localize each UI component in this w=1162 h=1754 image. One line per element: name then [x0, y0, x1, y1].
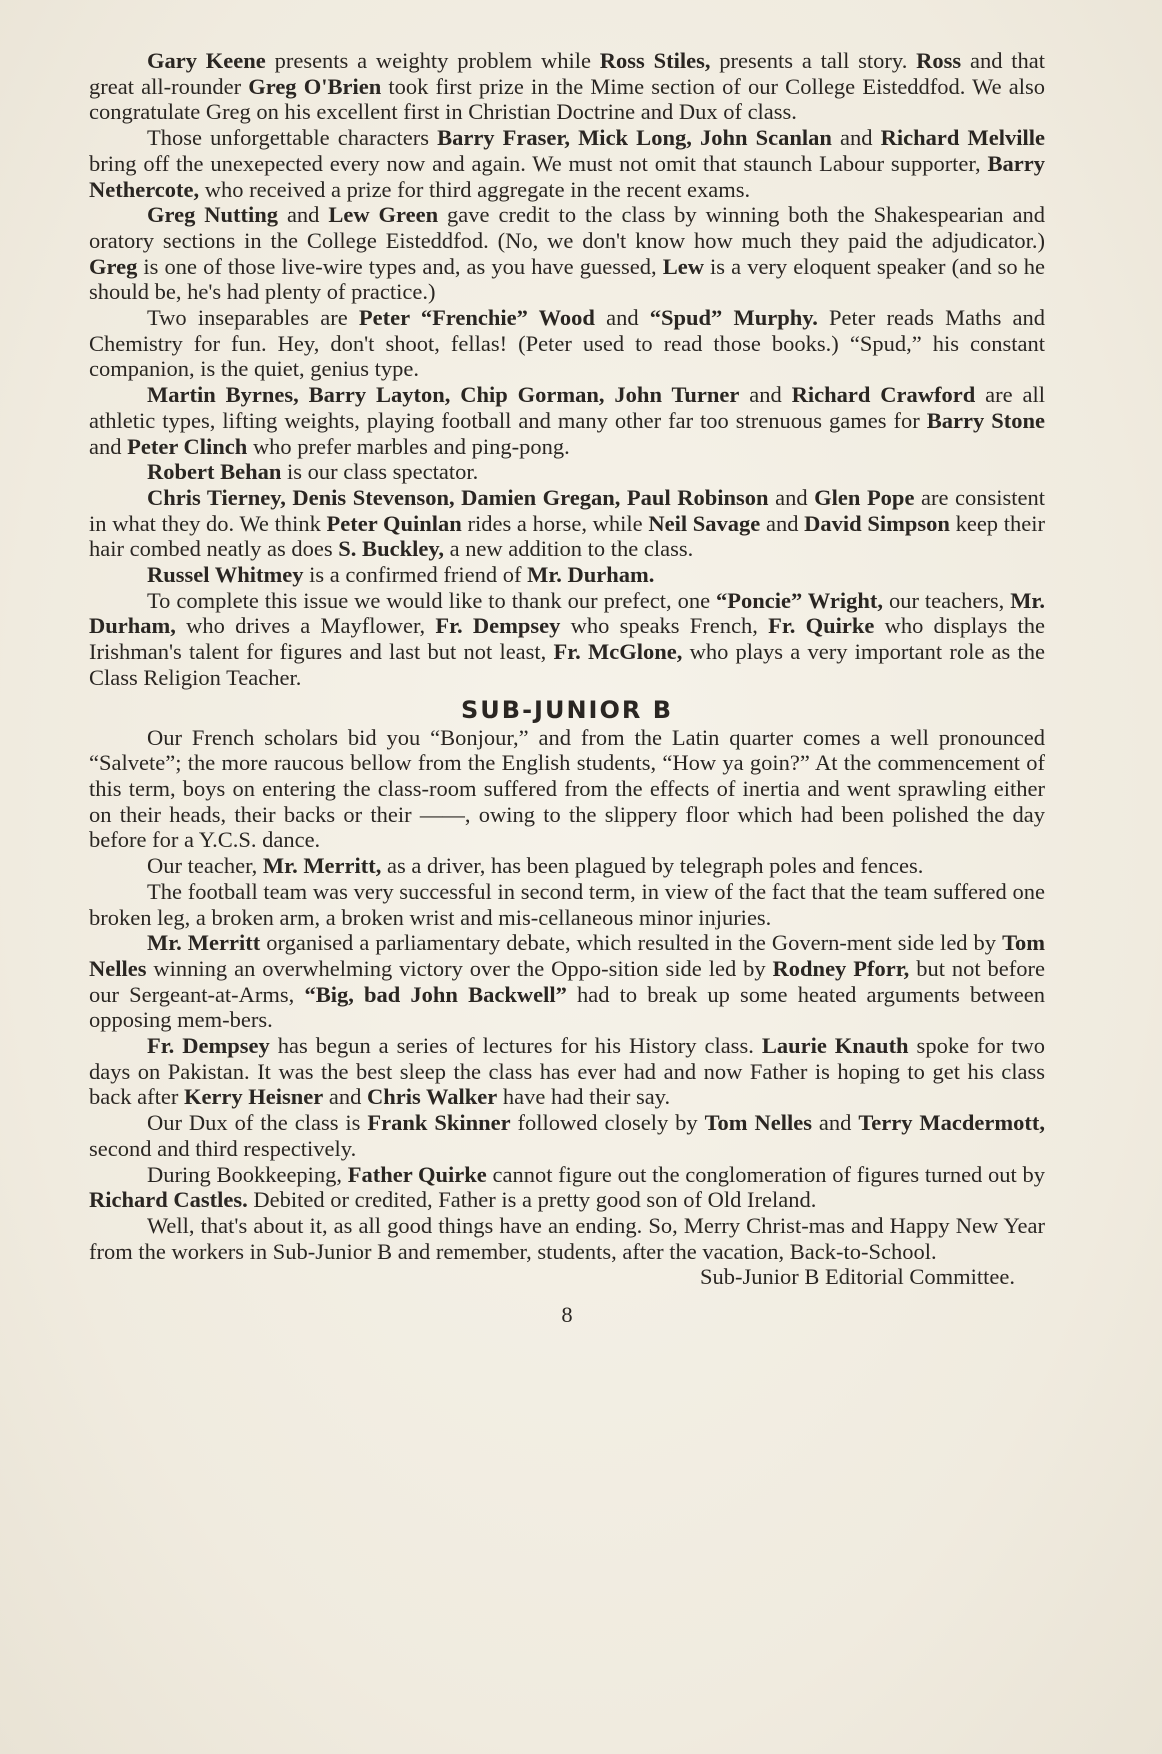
paragraph-text: had to break up some heated arguments between opposing mem-bers.	[89, 981, 1045, 1033]
paragraph	[89, 202, 1045, 305]
paragraph-text: and	[760, 510, 805, 536]
paragraph-text: are consistent in what they do. We think	[89, 484, 1045, 536]
paragraph-text: and	[323, 1084, 368, 1110]
paragraph	[89, 48, 1045, 125]
student-name: Barry Fraser, Mick Long, John Scanlan	[437, 125, 832, 151]
student-name: Mr. Merritt,	[262, 853, 382, 879]
paragraph-text: our teachers,	[883, 587, 1011, 613]
paragraph-text: are all athletic types, lifting weights, playing football and many other far too strenuous games for	[89, 382, 1045, 433]
paragraph-text: spoke for two days on Pakistan. It was the best sleep the class has ever had and now Father is hoping to get his class back after	[89, 1033, 1045, 1110]
paragraph-text: bring off the unexepected every now and again. We must not omit that staunch Labour supporter,	[89, 150, 988, 176]
student-name: Chris Tierney, Denis Stevenson, Damien Gregan, Paul Robinson	[147, 484, 769, 510]
paragraph	[89, 930, 1045, 1033]
paragraph-text: who speaks French,	[560, 613, 769, 639]
student-name: Barry Nethercote,	[89, 150, 1045, 202]
paragraph-text: who plays a very important role as the Class Religion Teacher.	[89, 639, 1046, 690]
paragraph-text: and	[768, 484, 815, 510]
paragraph-text: During Bookkeeping,	[147, 1161, 348, 1187]
paragraph-text: Those unforgettable characters	[147, 125, 438, 151]
paragraph-text: Well, that's about it, as all good things have an ending. So, Merry Christ-mas and Happy New Year from the workers in Sub-Junior B and remember, students, after the vacation, Back-to-School.	[89, 1212, 1045, 1264]
student-name: Ross Stiles,	[599, 48, 711, 73]
paragraph	[89, 485, 1045, 562]
paragraph-text: who received a prize for third aggregate in the recent exams.	[199, 176, 751, 202]
paragraph-text: Debited or credited, Father is a pretty good son of Old Ireland.	[247, 1187, 817, 1213]
student-name: Robert Behan	[147, 459, 282, 485]
student-name: Greg Nutting	[147, 202, 279, 228]
student-name: Ross	[916, 48, 962, 73]
paragraph-text: is one of those live-wire types and, as you have guessed,	[137, 253, 663, 279]
paragraph-text: and	[831, 125, 881, 151]
student-name: Fr. Quirke	[768, 613, 875, 639]
student-name: “Poncie” Wright,	[716, 587, 884, 613]
paragraph	[89, 125, 1045, 202]
paragraph-text: and	[594, 305, 650, 331]
student-name: Peter “Frenchie” Wood	[358, 305, 595, 331]
student-name: Father Quirke	[347, 1161, 487, 1187]
paragraph	[89, 305, 1045, 382]
student-name: Mr. Durham.	[527, 562, 655, 588]
student-name: Glen Pope	[814, 484, 915, 510]
student-name: Peter Clinch	[127, 433, 248, 459]
paragraph-text: is our class spectator.	[281, 459, 479, 485]
paragraph-text: organised a parliamentary debate, which resulted in the Govern-ment side led by	[260, 930, 1003, 956]
paragraph-text: followed closely by	[510, 1110, 705, 1136]
student-name: Lew Green	[328, 202, 439, 228]
paragraph-text: have had their say.	[497, 1084, 671, 1110]
student-name: Gary Keene	[147, 48, 266, 73]
student-name: Fr. Dempsey	[147, 1033, 270, 1059]
paragraph	[89, 1162, 1045, 1213]
student-name: David Simpson	[804, 510, 950, 536]
paragraph-text: who drives a Mayflower,	[175, 613, 436, 639]
paragraph-text: and that great all-rounder	[89, 48, 1046, 99]
paragraph-text: Two inseparables are	[147, 305, 359, 331]
student-name: Peter Quinlan	[326, 510, 462, 536]
student-name: Fr. McGlone,	[553, 639, 683, 665]
paragraph	[89, 588, 1045, 691]
paragraph-text: rides a horse, while	[461, 510, 649, 536]
student-name: “Big, bad John Backwell”	[304, 981, 567, 1007]
paragraph-text: presents a tall story.	[710, 48, 917, 73]
paragraph-text: as a driver, has been plagued by telegraph poles and fences.	[381, 853, 924, 879]
student-name: Tom Nelles	[89, 930, 1046, 981]
student-name: Lew	[662, 253, 704, 279]
student-name: S. Buckley,	[338, 536, 444, 562]
paragraph	[89, 1213, 1045, 1264]
paragraph-text: To complete this issue we would like to thank our prefect, one	[147, 587, 717, 613]
student-name: Richard Castles.	[89, 1187, 248, 1213]
student-name: Martin Byrnes, Barry Layton, Chip Gorman, John Turner	[147, 382, 740, 408]
paragraph-text: has begun a series of lectures for his History class.	[269, 1033, 762, 1059]
paragraph-text: who prefer marbles and ping-pong.	[247, 433, 570, 459]
paragraph-text: and	[89, 433, 128, 459]
paragraph-text: and	[278, 202, 329, 228]
paragraph-text: winning an overwhelming victory over the Oppo-sition side led by	[146, 955, 773, 981]
paragraph-text: a new addition to the class.	[443, 536, 694, 562]
student-name: Greg O'Brien	[248, 73, 382, 99]
student-name: Rodney Pforr,	[772, 955, 910, 981]
page-number: 8	[561, 1302, 573, 1328]
section-heading: SUB-JUNIOR B	[461, 695, 673, 724]
student-name: Frank Skinner	[367, 1110, 511, 1136]
paragraph-text: Peter reads Maths and Chemistry for fun. Hey, don't shoot, fellas! (Peter used to read those books.) “Spud,” his constant companion, is the quiet, genius type.	[89, 305, 1045, 382]
paragraph	[89, 1033, 1045, 1110]
signoff: Sub-Junior B Editorial Committee.	[700, 1264, 1015, 1290]
article-body	[89, 48, 1045, 1328]
student-name: Laurie Knauth	[761, 1033, 909, 1059]
paragraph-text: Our teacher,	[147, 853, 263, 879]
student-name: Tom Nelles	[704, 1110, 812, 1136]
paragraph-text: is a very eloquent speaker (and so he should be, he's had plenty of practice.)	[89, 253, 1045, 305]
paragraph	[89, 1110, 1045, 1161]
student-name: Barry Stone	[926, 407, 1045, 433]
paragraph	[89, 853, 1045, 879]
paragraph	[89, 879, 1045, 930]
paragraph-text: and	[811, 1110, 859, 1136]
student-name: Mr. Durham,	[89, 587, 1045, 639]
paragraph-text: and	[739, 382, 792, 408]
paragraph-text: presents a weighty problem while	[265, 48, 600, 73]
paragraph-text: The football team was very successful in second term, in view of the fact that the team suffered one broken leg, a broken arm, a broken wrist and mis-cellaneous minor injuries.	[89, 878, 1045, 930]
paragraph	[89, 725, 1045, 854]
student-name: Russel Whitmey	[147, 562, 304, 588]
paragraph	[89, 562, 1045, 588]
paragraph-text: Our French scholars bid you “Bonjour,” and from the Latin quarter comes a well pronounced “Salvete”; the more raucous bellow from the English students, “How ya goin?” At the commencement of this term, boys on entering the class-room suffered from the effects of inertia and went sprawling either on their heads, their backs or their ——, owing to the slippery floor which had been polished the day before for a Y.C.S. dance.	[89, 724, 1045, 853]
paragraph	[89, 459, 1045, 485]
student-name: Richard Crawford	[791, 382, 976, 408]
student-name: Richard Melville	[880, 125, 1045, 151]
paragraph-text: cannot figure out the conglomeration of figures turned out by	[486, 1161, 1045, 1187]
paragraph-text: keep their hair combed neatly as does	[89, 510, 1045, 562]
student-name: Kerry Heisner	[183, 1084, 324, 1110]
paragraph-text: took first prize in the Mime section of our College Eisteddfod. We also congratulate Greg on his excellent first in Christian Doctrine and Dux of class.	[89, 73, 1045, 125]
paragraph-text: who displays the Irishman's talent for figures and last but not least,	[89, 613, 1045, 665]
student-name: Mr. Merritt	[147, 930, 261, 956]
class-notes-top	[89, 48, 1045, 691]
student-name: Greg	[89, 253, 138, 279]
paragraph-text: Our Dux of the class is	[147, 1110, 368, 1136]
paragraph-text: gave credit to the class by winning both the Shakespearian and oratory sections in the College Eisteddfod. (No, we don't know how much they paid the adjudicator.)	[89, 202, 1045, 253]
student-name: Terry Macdermott,	[858, 1110, 1045, 1136]
student-name: Neil Savage	[648, 510, 761, 536]
student-name: “Spud” Murphy.	[649, 305, 818, 331]
paragraph	[89, 382, 1045, 459]
paragraph-text: is a confirmed friend of	[303, 562, 528, 588]
student-name: Chris Walker	[367, 1084, 498, 1110]
paragraph-text: second and third respectively.	[89, 1135, 357, 1161]
paragraph-text: but not before our Sergeant-at-Arms,	[89, 955, 1045, 1007]
class-notes-sub-junior-b	[89, 725, 1045, 1265]
student-name: Fr. Dempsey	[435, 613, 561, 639]
